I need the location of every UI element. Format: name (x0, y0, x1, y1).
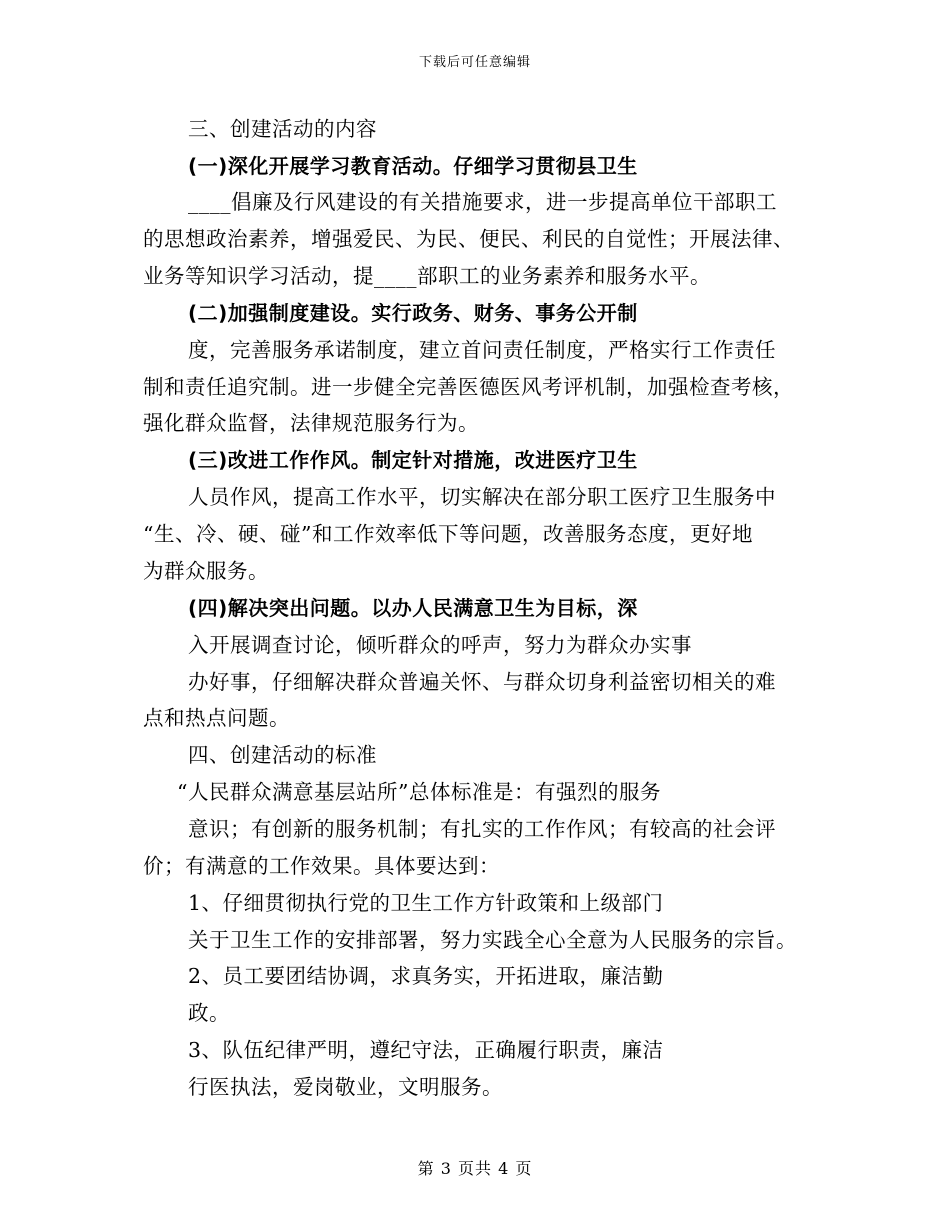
subheading-4: (四)解决突出问题。以办人民满意卫生为目标，深 (188, 596, 638, 620)
paragraph-line: 入开展调查讨论，倾听群众的呼声，努力为群众办实事 (188, 633, 692, 657)
paragraph-line: 人员作风，提高工作水平，切实解决在部分职工医疗卫生服务中 (188, 485, 776, 509)
paragraph-line: 制和责任追究制。进一步健全完善医德医风考评机制，加强检查考核， (143, 375, 794, 399)
subheading-3: (三)改进工作作风。制定针对措施，改进医疗卫生 (188, 448, 638, 472)
paragraph-line: 政。 (188, 1001, 230, 1025)
paragraph-line: “人民群众满意基层站所”总体标准是：有强烈的服务 (177, 780, 661, 804)
page-footer: 第 3 页共 4 页 (417, 1159, 533, 1178)
subheading-2: (二)加强制度建设。实行政务、财务、事务公开制 (188, 301, 638, 325)
paragraph-line: 度，完善服务承诺制度，建立首问责任制度，严格实行工作责任 (188, 338, 776, 362)
section-heading-4: 四、创建活动的标准 (188, 743, 377, 767)
paragraph-line: 点和热点问题。 (143, 706, 290, 730)
paragraph-line: 业务等知识学习活动，提____部职工的业务素养和服务水平。 (143, 264, 711, 288)
paragraph-line: “生、冷、硬、碰”和工作效率低下等问题，改善服务态度，更好地 (143, 522, 753, 546)
paragraph-line: 关于卫生工作的安排部署，努力实践全心全意为人民服务的宗旨。 (188, 928, 797, 952)
section-heading-3: 三、创建活动的内容 (188, 117, 377, 141)
paragraph-line: 强化群众监督，法律规范服务行为。 (143, 411, 479, 435)
paragraph-line: ____倡廉及行风建设的有关措施要求，进一步提高单位干部职工 (188, 190, 777, 214)
list-item-1: 1、仔细贯彻执行党的卫生工作方针政策和上级部门 (188, 891, 664, 915)
paragraph-line: 意识；有创新的服务机制；有扎实的工作作风；有较高的社会评 (188, 817, 776, 841)
list-item-2: 2、员工要团结协调，求真务实，开拓进取，廉洁勤 (188, 964, 664, 988)
paragraph-line: 行医执法，爱岗敬业，文明服务。 (188, 1075, 503, 1099)
subheading-1: (一)深化开展学习教育活动。仔细学习贯彻县卫生 (188, 154, 638, 178)
paragraph-line: 办好事，仔细解决群众普遍关怀、与群众切身利益密切相关的难 (188, 670, 776, 694)
paragraph-line: 为群众服务。 (143, 559, 269, 583)
list-item-3: 3、队伍纪律严明，遵纪守法，正确履行职责，廉洁 (188, 1038, 664, 1062)
page-header: 下载后可任意编辑 (418, 55, 531, 70)
paragraph-line: 价；有满意的工作效果。具体要达到： (143, 854, 500, 878)
paragraph-line: 的思想政治素养，增强爱民、为民、便民、利民的自觉性；开展法律、 (143, 227, 794, 251)
